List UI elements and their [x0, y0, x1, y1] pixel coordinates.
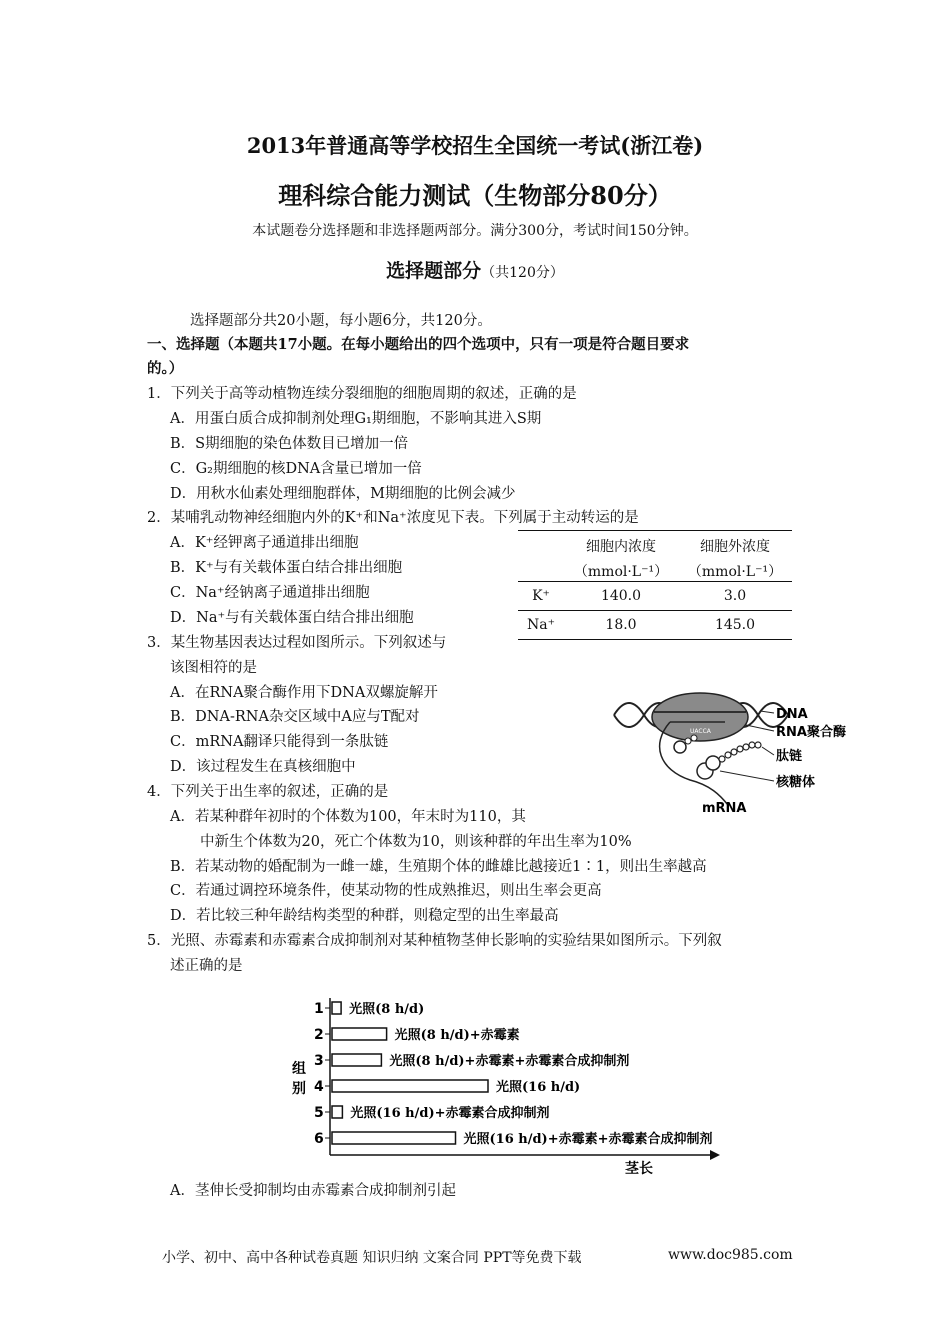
- paper-title: 理科综合能力测试（生物部分80分）: [278, 181, 672, 210]
- gene-expression-figure: [610, 685, 860, 815]
- q3-stem-cont: 该图相符的是: [170, 660, 257, 676]
- dna-label: DNA: [776, 707, 808, 722]
- group-number: 3: [314, 1053, 324, 1069]
- peptide-bead: [749, 742, 755, 748]
- bar-group-2: [332, 1028, 387, 1040]
- col-outside-unit: （mmol·L⁻¹）: [687, 564, 783, 580]
- section-title: 选择题部分: [386, 260, 482, 282]
- x-axis-arrow-icon: [710, 1150, 720, 1160]
- peptide-bead: [725, 752, 731, 758]
- q5-stem: 5．光照、赤霉素和赤霉素合成抑制剂对某种植物茎伸长影响的实验结果如图所示。下列叙: [147, 933, 722, 949]
- bar-label: 光照(8 h/d): [349, 1002, 425, 1017]
- outside-value: 145.0: [714, 617, 756, 633]
- table-unit-row: [518, 556, 792, 582]
- table-row: [518, 582, 792, 611]
- q4-option-b: B．若某动物的婚配制为一雌一雄，生殖期个体的雌雄比越接近1∶1，则出生率越高: [170, 859, 707, 875]
- q3-option-b: B．DNA-RNA杂交区域中A应与T配对: [170, 709, 420, 725]
- peptide-bead: [737, 746, 743, 752]
- rna-polymerase-label: RNA聚合酶: [776, 725, 846, 740]
- peptide-label: 肽链: [776, 749, 803, 764]
- ribosome-label: 核糖体: [776, 775, 816, 790]
- ribosome-icon: [674, 741, 686, 753]
- bar-group-3: [332, 1054, 381, 1066]
- bar-label: 光照(16 h/d)+赤霉素+赤霉素合成抑制剂: [463, 1132, 713, 1147]
- q1-option-c: C．G₂期细胞的核DNA含量已增加一倍: [170, 461, 422, 477]
- exam-note: 本试题卷分选择题和非选择题两部分。满分300分，考试时间150分钟。: [252, 223, 698, 239]
- peptide-bead: [719, 756, 725, 762]
- ion-name: K⁺: [532, 588, 550, 604]
- q3-option-d: D．该过程发生在真核细胞中: [170, 759, 356, 775]
- peptide-bead: [731, 749, 737, 755]
- mrna-label: mRNA: [702, 801, 747, 815]
- peptide-bead: [755, 742, 761, 748]
- part-one-heading: 一、选择题（本题共17小题。在每小题给出的四个选项中，只有一项是符合题目要求: [147, 336, 690, 353]
- col-inside-unit: （mmol·L⁻¹）: [573, 564, 669, 580]
- q3-option-a: A．在RNA聚合酶作用下DNA双螺旋解开: [170, 685, 438, 701]
- mrna-sequence: UACCA: [690, 728, 711, 735]
- q1-option-d: D．用秋水仙素处理细胞群体，M期细胞的比例会减少: [170, 486, 516, 502]
- table-row: [518, 611, 792, 640]
- q1-option-a: A．用蛋白质合成抑制剂处理G₁期细胞，不影响其进入S期: [170, 411, 542, 427]
- q3-option-c: C．mRNA翻译只能得到一条肽链: [170, 734, 389, 750]
- peptide-bead: [685, 738, 691, 744]
- section-score: （共120分）: [481, 265, 564, 281]
- group-number: 5: [314, 1105, 324, 1121]
- inside-value: 18.0: [605, 617, 637, 633]
- q4-option-a: A．若某种群年初时的个体数为100，年末时为110，其: [170, 809, 526, 825]
- ion-concentration-table: [518, 530, 792, 640]
- q2-option-b: B．K⁺与有关载体蛋白结合排出细胞: [170, 560, 403, 576]
- col-inside-header: 细胞内浓度: [586, 539, 656, 555]
- peptide-bead: [691, 735, 697, 741]
- q2-option-a: A．K⁺经钾离子通道排出细胞: [170, 535, 359, 551]
- q5-stem-cont: 述正确的是: [170, 958, 243, 974]
- inside-value: 140.0: [600, 588, 642, 604]
- intro-text: 选择题部分共20小题，每小题6分，共120分。: [190, 313, 492, 329]
- col-outside-header: 细胞外浓度: [700, 539, 770, 555]
- q5-option-a: A．茎伸长受抑制均由赤霉素合成抑制剂引起: [170, 1183, 456, 1199]
- table-header-row: [518, 531, 792, 557]
- q4-option-c: C．若通过调控环境条件，使某动物的性成熟推迟，则出生率会更高: [170, 883, 602, 899]
- bar-group-1: [332, 1002, 341, 1014]
- group-number: 2: [314, 1027, 324, 1043]
- ribosome-icon: [706, 756, 720, 770]
- ion-name: Na⁺: [527, 617, 555, 633]
- bar-group-5: [332, 1106, 342, 1118]
- q2-stem: 2．某哺乳动物神经细胞内外的K⁺和Na⁺浓度见下表。下列属于主动转运的是: [147, 510, 639, 526]
- peptide-bead: [743, 744, 749, 750]
- bar-group-4: [332, 1080, 488, 1092]
- part-one-heading-cont: 的。）: [147, 360, 184, 377]
- bar-group-6: [332, 1132, 456, 1144]
- group-number: 1: [314, 1001, 324, 1017]
- q4-option-d: D．若比较三种年龄结构类型的种群，则稳定型的出生率最高: [170, 908, 559, 924]
- footer-link[interactable]: www.doc985.com: [668, 1247, 793, 1263]
- q1-option-b: B．S期细胞的染色体数目已增加一倍: [170, 436, 409, 452]
- bar-label: 光照(16 h/d): [496, 1080, 581, 1095]
- y-axis-label-2: 别: [292, 1081, 306, 1097]
- q4-option-a-cont: 中新生个体数为20，死亡个体数为10，则该种群的年出生率为10%: [200, 834, 632, 850]
- q1-stem: 1．下列关于高等动植物连续分裂细胞的细胞周期的叙述，正确的是: [147, 386, 577, 402]
- group-number: 6: [314, 1131, 324, 1147]
- footer-text: 小学、初中、高中各种试卷真题 知识归纳 文案合同 PPT等免费下载: [162, 1250, 582, 1266]
- x-axis-label: 茎长: [625, 1161, 653, 1177]
- exam-title: 2013年普通高等学校招生全国统一考试(浙江卷): [246, 133, 704, 158]
- outside-value: 3.0: [723, 588, 747, 604]
- bar-label: 光照(8 h/d)+赤霉素: [394, 1028, 520, 1043]
- group-number: 4: [314, 1079, 324, 1095]
- q2-option-d: D．Na⁺与有关载体蛋白结合排出细胞: [170, 610, 414, 626]
- q2-option-c: C．Na⁺经钠离子通道排出细胞: [170, 585, 370, 601]
- q4-stem: 4．下列关于出生率的叙述，正确的是: [147, 784, 389, 800]
- bar-label: 光照(8 h/d)+赤霉素+赤霉素合成抑制剂: [389, 1054, 630, 1069]
- bar-label: 光照(16 h/d)+赤霉素合成抑制剂: [350, 1106, 550, 1121]
- section-heading: [0, 256, 950, 283]
- y-axis-label-1: 组: [292, 1061, 306, 1077]
- stem-length-chart: [280, 990, 730, 1180]
- q3-stem: 3．某生物基因表达过程如图所示。下列叙述与: [147, 635, 447, 651]
